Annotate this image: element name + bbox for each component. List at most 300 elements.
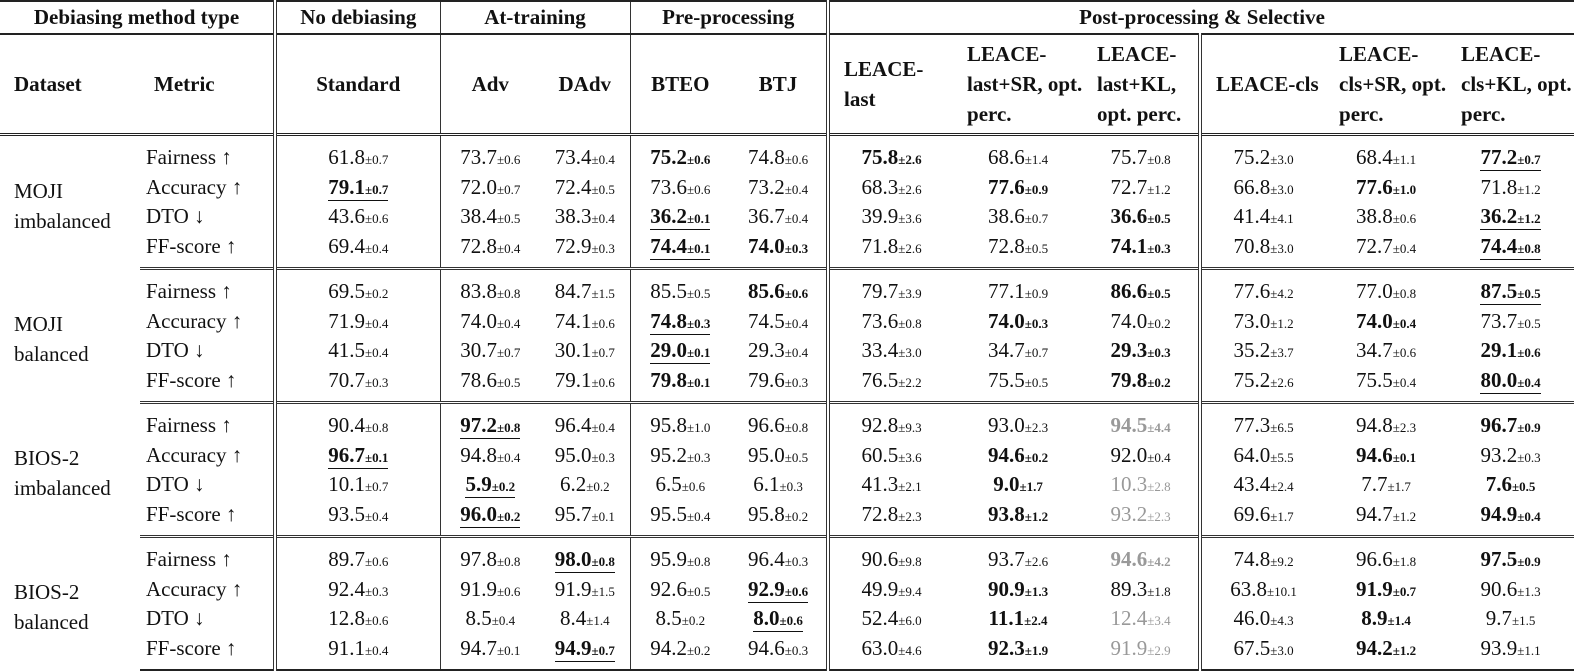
std-value: ±2.3 <box>1024 420 1049 436</box>
value-cell <box>540 336 630 366</box>
value <box>1356 309 1416 333</box>
value-cell <box>828 336 953 366</box>
value-cell <box>730 403 828 441</box>
std-value: ±2.6 <box>898 152 922 168</box>
std-value: ±0.2 <box>1147 315 1171 331</box>
std-value: ±3.6 <box>898 211 922 227</box>
value <box>1230 577 1297 601</box>
mean-value: 89.3 <box>1110 576 1148 601</box>
value <box>460 338 520 362</box>
value <box>555 175 615 199</box>
std-value: ±0.8 <box>496 554 521 570</box>
value-cell <box>1083 575 1200 605</box>
value <box>1356 443 1416 467</box>
std-value: ±1.5 <box>591 583 615 599</box>
mean-value: 72.8 <box>460 233 497 258</box>
metric-label: DTO ↓ <box>146 606 205 631</box>
std-value: ±0.3 <box>784 554 809 570</box>
value <box>328 472 388 496</box>
value-cell <box>630 537 730 575</box>
std-value: ±1.2 <box>1270 315 1294 331</box>
value-cell <box>1083 202 1200 232</box>
std-value: ±4.3 <box>1270 613 1294 629</box>
value-cell <box>1325 575 1447 605</box>
value <box>555 547 615 573</box>
std-value: ±0.4 <box>1392 315 1417 331</box>
mean-value: 75.2 <box>650 145 687 170</box>
value <box>1356 279 1416 303</box>
mean-value: 79.8 <box>1110 367 1148 392</box>
std-value: ±2.6 <box>1270 374 1294 390</box>
std-value: ±2.6 <box>898 240 922 256</box>
std-value: ±1.7 <box>1387 479 1411 495</box>
value <box>861 606 921 630</box>
mean-value: 94.6 <box>987 442 1025 467</box>
mean-value: 84.7 <box>554 279 592 304</box>
value-cell <box>630 604 730 634</box>
value-cell <box>440 202 540 232</box>
value <box>460 145 520 169</box>
value-cell <box>275 403 440 441</box>
std-value: ±0.4 <box>784 345 809 361</box>
metric-label: Fairness ↑ <box>146 413 232 438</box>
value <box>650 338 710 364</box>
value-cell <box>1083 470 1200 500</box>
mean-value: 77.6 <box>987 174 1025 199</box>
mean-value: 94.2 <box>1355 635 1393 660</box>
value <box>1110 606 1170 630</box>
std-value: ±0.7 <box>496 345 521 361</box>
std-value: ±0.5 <box>1147 211 1171 227</box>
metric-label: FF-score ↑ <box>140 634 275 671</box>
mean-value: 66.8 <box>1233 174 1271 199</box>
value <box>328 606 388 630</box>
mean-value: 97.2 <box>460 413 497 438</box>
mean-value: 74.0 <box>747 233 785 258</box>
mean-value: 94.9 <box>554 635 592 660</box>
value-cell <box>828 202 953 232</box>
value-cell <box>1325 135 1447 173</box>
value <box>1110 309 1170 333</box>
value-cell <box>828 173 953 203</box>
dataset-label-line: BIOS-2 <box>14 446 80 470</box>
mean-value: 94.9 <box>1480 501 1518 526</box>
mean-value: 70.7 <box>328 367 365 392</box>
value-cell <box>828 307 953 337</box>
std-value: ±1.1 <box>1392 152 1417 168</box>
dataset-label-line: balanced <box>14 342 89 366</box>
value <box>460 502 520 528</box>
value <box>555 234 615 258</box>
mean-value: 97.5 <box>1480 547 1518 572</box>
std-value: ±0.3 <box>1147 240 1171 256</box>
std-value: ±1.2 <box>1517 181 1541 197</box>
value <box>861 279 921 303</box>
value <box>861 368 921 392</box>
value <box>1480 547 1540 571</box>
mean-value: 29.0 <box>650 338 687 363</box>
value-cell <box>1325 269 1447 307</box>
mean-value: 73.0 <box>1233 308 1271 333</box>
table-body <box>0 135 1574 671</box>
value <box>861 577 921 601</box>
value <box>328 577 388 601</box>
value-cell <box>630 336 730 366</box>
mean-value: 94.8 <box>1355 413 1393 438</box>
value-cell <box>730 336 828 366</box>
std-value: ±0.7 <box>496 181 521 197</box>
value-cell <box>440 403 540 441</box>
dataset-label <box>0 537 140 671</box>
value-cell <box>1200 470 1325 500</box>
mean-value: 6.1 <box>753 472 780 497</box>
mean-value: 72.0 <box>460 174 497 199</box>
value <box>988 309 1048 333</box>
mean-value: 67.5 <box>1233 635 1271 660</box>
value <box>1110 204 1170 228</box>
value-cell <box>1200 135 1325 173</box>
value-cell <box>630 135 730 173</box>
value-cell <box>953 500 1083 537</box>
col-leace-last-kl: LEACE-last+KL, opt. perc. <box>1083 34 1200 135</box>
std-value: ±0.8 <box>784 420 809 436</box>
std-value: ±0.8 <box>1147 152 1171 168</box>
mean-value: 34.7 <box>1355 338 1393 363</box>
std-value: ±2.4 <box>1270 479 1294 495</box>
value <box>328 636 388 660</box>
value <box>328 413 388 437</box>
value <box>1110 547 1170 571</box>
value <box>1356 502 1416 526</box>
mean-value: 93.2 <box>1480 442 1518 467</box>
mean-value: 85.5 <box>650 279 687 304</box>
std-value: ±1.4 <box>1387 613 1411 629</box>
method-type-header: Debiasing method type <box>0 1 275 34</box>
std-value: ±0.1 <box>686 345 711 361</box>
std-value: ±0.6 <box>496 152 521 168</box>
std-value: ±1.7 <box>1019 479 1043 495</box>
mean-value: 98.0 <box>554 547 592 572</box>
std-value: ±0.4 <box>1517 508 1541 524</box>
value-cell <box>730 470 828 500</box>
value <box>1110 636 1170 660</box>
std-value: ±0.4 <box>364 345 389 361</box>
value-cell <box>540 269 630 307</box>
std-value: ±0.4 <box>591 211 615 227</box>
mean-value: 12.4 <box>1110 606 1148 631</box>
mean-value: 36.2 <box>1480 204 1518 229</box>
value-cell <box>828 232 953 269</box>
value <box>460 234 520 258</box>
mean-value: 38.3 <box>554 204 592 229</box>
value-cell <box>1200 500 1325 537</box>
value-cell <box>730 537 828 575</box>
mean-value: 8.5 <box>655 606 682 631</box>
std-value: ±3.9 <box>898 286 922 302</box>
value <box>1480 309 1540 333</box>
value <box>1110 472 1170 496</box>
value-cell <box>730 575 828 605</box>
value-cell <box>630 173 730 203</box>
value <box>748 368 808 392</box>
column-header-row <box>0 34 1574 135</box>
mean-value: 29.3 <box>1110 338 1148 363</box>
mean-value: 79.7 <box>861 279 899 304</box>
mean-value: 41.5 <box>328 338 365 363</box>
group-post-processing: Post-processing & Selective <box>828 1 1574 34</box>
std-value: ±0.3 <box>364 583 389 599</box>
value-cell <box>275 202 440 232</box>
mean-value: 49.9 <box>861 576 899 601</box>
value-cell <box>1447 403 1574 441</box>
value <box>555 204 615 228</box>
mean-value: 73.7 <box>460 145 497 170</box>
mean-value: 91.9 <box>554 576 592 601</box>
value <box>988 204 1048 228</box>
mean-value: 94.2 <box>650 635 687 660</box>
value-cell <box>630 202 730 232</box>
value-cell <box>1447 500 1574 537</box>
std-value: ±9.2 <box>1270 554 1294 570</box>
metric-label: Accuracy ↑ <box>146 174 243 199</box>
value-cell <box>953 403 1083 441</box>
value <box>748 502 808 526</box>
value <box>1233 413 1293 437</box>
value-cell <box>1200 403 1325 441</box>
std-value: ±0.8 <box>898 315 922 331</box>
std-value: ±1.2 <box>1147 181 1171 197</box>
value-cell <box>540 537 630 575</box>
mean-value: 30.7 <box>460 338 497 363</box>
std-value: ±1.4 <box>1024 152 1049 168</box>
value-cell <box>630 307 730 337</box>
mean-value: 96.6 <box>747 413 785 438</box>
std-value: ±2.6 <box>898 181 922 197</box>
value-cell <box>1083 366 1200 403</box>
value <box>989 606 1048 630</box>
value-cell <box>953 470 1083 500</box>
value-cell <box>540 202 630 232</box>
std-value: ±0.6 <box>364 554 389 570</box>
mean-value: 36.7 <box>747 204 785 229</box>
value <box>460 309 520 333</box>
value <box>1233 204 1293 228</box>
value <box>655 472 705 496</box>
value <box>748 204 808 228</box>
mean-value: 7.6 <box>1485 472 1512 497</box>
value <box>650 547 710 571</box>
value <box>560 472 610 496</box>
table-row <box>0 173 1574 203</box>
value <box>748 175 808 199</box>
std-value: ±0.3 <box>686 315 711 331</box>
std-value: ±0.4 <box>1392 240 1417 256</box>
value <box>1480 577 1540 601</box>
std-value: ±0.6 <box>686 181 711 197</box>
std-value: ±0.5 <box>1517 286 1541 302</box>
value <box>861 443 921 467</box>
mean-value: 11.1 <box>988 606 1025 631</box>
mean-value: 61.8 <box>328 145 365 170</box>
value <box>1480 204 1540 230</box>
value-cell <box>630 232 730 269</box>
value-cell <box>275 307 440 337</box>
std-value: ±1.0 <box>686 420 711 436</box>
std-value: ±0.5 <box>1511 479 1536 495</box>
mean-value: 68.3 <box>861 174 899 199</box>
mean-value: 10.1 <box>328 472 365 497</box>
mean-value: 79.1 <box>328 174 365 199</box>
value <box>555 577 615 601</box>
value <box>1356 204 1416 228</box>
value <box>460 413 520 439</box>
std-value: ±1.4 <box>586 613 610 629</box>
std-value: ±0.6 <box>686 152 711 168</box>
std-value: ±2.4 <box>1024 613 1048 629</box>
std-value: ±4.1 <box>1270 211 1294 227</box>
std-value: ±1.7 <box>1270 508 1294 524</box>
std-value: ±3.7 <box>1270 345 1294 361</box>
std-value: ±0.2 <box>1147 374 1171 390</box>
dataset-label-line: imbalanced <box>14 208 111 233</box>
value-cell <box>440 470 540 500</box>
value-cell <box>1083 537 1200 575</box>
value-cell <box>1447 173 1574 203</box>
value-cell <box>1200 202 1325 232</box>
mean-value: 74.1 <box>1110 233 1148 258</box>
mean-value: 36.6 <box>1110 204 1148 229</box>
std-value: ±0.9 <box>1024 181 1049 197</box>
mean-value: 85.6 <box>747 279 785 304</box>
std-value: ±0.6 <box>364 211 389 227</box>
std-value: ±0.7 <box>591 642 615 658</box>
mean-value: 72.7 <box>1355 233 1393 258</box>
value <box>753 606 803 632</box>
mean-value: 95.9 <box>650 547 687 572</box>
value-cell <box>275 173 440 203</box>
std-value: ±3.4 <box>1147 613 1171 629</box>
value <box>328 234 388 258</box>
value-cell <box>275 336 440 366</box>
mean-value: 95.8 <box>650 413 687 438</box>
value <box>555 279 615 303</box>
value-cell <box>1200 575 1325 605</box>
mean-value: 74.0 <box>1355 308 1393 333</box>
value <box>861 338 921 362</box>
value <box>460 443 520 467</box>
std-value: ±0.4 <box>591 152 615 168</box>
std-value: ±0.5 <box>591 181 615 197</box>
value-cell <box>1083 441 1200 471</box>
std-value: ±0.6 <box>1517 345 1541 361</box>
value-cell <box>1325 202 1447 232</box>
value <box>1233 368 1293 392</box>
std-value: ±0.1 <box>591 508 615 524</box>
mean-value: 73.6 <box>861 308 899 333</box>
metric-label: FF-score ↑ <box>140 232 275 269</box>
mean-value: 76.5 <box>861 367 899 392</box>
metric-header: Metric <box>140 34 275 135</box>
value-cell <box>953 173 1083 203</box>
std-value: ±0.3 <box>779 479 803 495</box>
value <box>1361 606 1411 630</box>
value-cell <box>730 307 828 337</box>
std-value: ±2.1 <box>898 479 922 495</box>
mean-value: 8.9 <box>1361 606 1388 631</box>
mean-value: 94.7 <box>460 635 497 660</box>
value <box>1233 145 1293 169</box>
value-cell <box>730 269 828 307</box>
std-value: ±0.3 <box>784 374 809 390</box>
value <box>328 443 388 469</box>
value-cell <box>953 366 1083 403</box>
std-value: ±6.5 <box>1270 420 1294 436</box>
mean-value: 74.8 <box>747 145 785 170</box>
mean-value: 63.8 <box>1230 576 1267 601</box>
mean-value: 29.3 <box>747 338 785 363</box>
std-value: ±3.0 <box>898 345 922 361</box>
std-value: ±2.3 <box>898 508 922 524</box>
std-value: ±0.6 <box>591 374 615 390</box>
value <box>560 606 610 630</box>
std-value: ±1.2 <box>1517 211 1541 227</box>
std-value: ±3.0 <box>1270 181 1294 197</box>
dataset-label <box>0 135 140 269</box>
metric-label: Accuracy ↑ <box>146 442 243 467</box>
value-cell <box>540 500 630 537</box>
std-value: ±2.3 <box>1392 420 1417 436</box>
mean-value: 74.5 <box>747 308 785 333</box>
value <box>1356 338 1416 362</box>
std-value: ±0.8 <box>686 554 711 570</box>
value-cell <box>730 232 828 269</box>
value <box>650 204 710 230</box>
std-value: ±0.2 <box>496 508 521 524</box>
value <box>555 413 615 437</box>
std-value: ±0.4 <box>364 642 389 658</box>
mean-value: 92.9 <box>747 576 785 601</box>
mean-value: 52.4 <box>861 606 899 631</box>
mean-value: 74.1 <box>554 308 592 333</box>
mean-value: 6.2 <box>559 472 587 497</box>
value <box>555 309 615 333</box>
value <box>748 234 808 258</box>
mean-value: 36.2 <box>650 204 687 229</box>
value <box>1480 279 1540 305</box>
value-cell <box>1447 269 1574 307</box>
std-value: ±0.7 <box>1024 345 1049 361</box>
std-value: ±1.2 <box>1392 642 1417 658</box>
metric-label: DTO ↓ <box>146 204 205 229</box>
value <box>555 502 615 526</box>
value-cell <box>1325 604 1447 634</box>
value <box>988 547 1048 571</box>
std-value: ±0.7 <box>591 345 615 361</box>
value <box>748 338 808 362</box>
std-value: ±0.3 <box>784 240 809 256</box>
std-value: ±0.7 <box>364 181 389 197</box>
mean-value: 79.6 <box>747 367 785 392</box>
value <box>988 234 1048 258</box>
value-cell <box>1447 202 1574 232</box>
std-value: ±0.5 <box>686 583 711 599</box>
mean-value: 7.7 <box>1361 472 1388 497</box>
mean-value: 87.5 <box>1480 279 1518 304</box>
mean-value: 79.1 <box>554 367 592 392</box>
value-cell <box>1447 537 1574 575</box>
mean-value: 10.3 <box>1110 472 1148 497</box>
value <box>861 204 921 228</box>
